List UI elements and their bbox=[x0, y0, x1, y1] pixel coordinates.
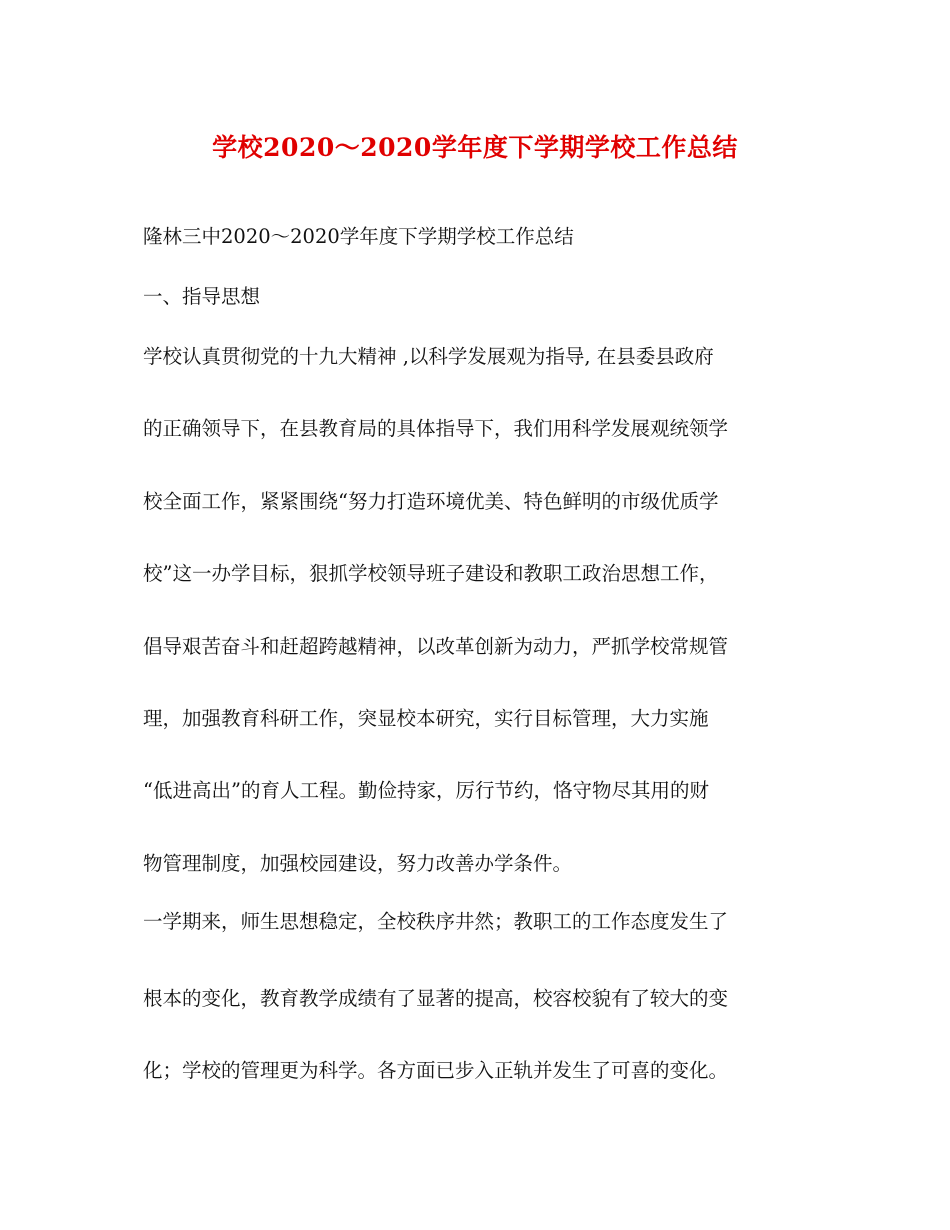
paragraph2-line: 化；学校的管理更为科学。各方面已步入正轨并发生了可喜的变化。 bbox=[143, 1059, 729, 1082]
paragraph1-line: 理，加强教育科研工作，突显校本研究，实行目标管理，大力实施 bbox=[143, 707, 709, 730]
paragraph2-line: 一学期来，师生思想稳定，全校秩序井然；教职工的工作态度发生了 bbox=[143, 910, 729, 933]
section-heading: 一、指导思想 bbox=[143, 285, 261, 308]
paragraph1-line: 学校认真贯彻党的十九大精神 ,以科学发展观为指导, 在县委县政府 bbox=[143, 345, 714, 368]
document-subtitle: 隆林三中2020～2020学年度下学期学校工作总结 bbox=[143, 225, 574, 248]
paragraph2-line: 根本的变化，教育教学成绩有了显著的提高，校容校貌有了较大的变 bbox=[143, 987, 729, 1010]
paragraph1-line: “低进高出”的育人工程。勤俭持家，厉行节约，恪守物尽其用的财 bbox=[143, 779, 709, 802]
document-title: 学校2020～2020学年度下学期学校工作总结 bbox=[212, 133, 738, 162]
paragraph1-line: 的正确领导下，在县教育局的具体指导下，我们用科学发展观统领学 bbox=[143, 417, 729, 440]
paragraph1-line: 校全面工作，紧紧围绕“努力打造环境优美、特色鲜明的市级优质学 bbox=[143, 490, 719, 513]
paragraph1-line: 物管理制度，加强校园建设，努力改善办学条件。 bbox=[143, 852, 573, 875]
paragraph1-line: 校”这一办学目标，狠抓学校领导班子建设和教职工政治思想工作， bbox=[143, 562, 719, 585]
paragraph1-line: 倡导艰苦奋斗和赶超跨越精神，以改革创新为动力，严抓学校常规管 bbox=[143, 635, 729, 658]
